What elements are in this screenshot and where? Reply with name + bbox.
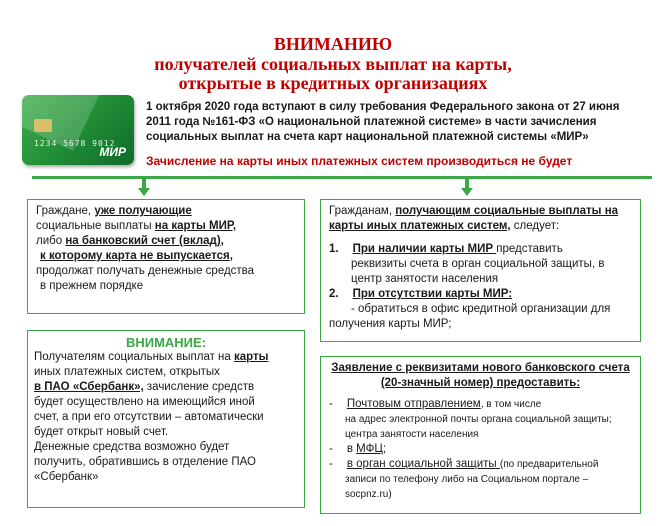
intro-paragraph: 1 октября 2020 года вступают в силу требования Федерального закона от 27 июня 2011 года №161-ФЗ «О национальной платежной системе» в части зачисления социальных выплат на счета карт национальной платежной системы «МИР» — [146, 101, 620, 143]
box-application-submission: Заявление с реквизитами нового банковского счета (20-значный номер) предоставить: - Почтовым отправлением, в том числе на адрес электронной почты органа социальной защиты; центра занятости населения - в МФЦ; - в орган социальной защиты (по предварительной записи по телефону либо на Социальном портале – socpnz.ru) — [320, 356, 641, 514]
divider-line — [32, 176, 652, 179]
attention-title: ВНИМАНИЕ: — [125, 335, 207, 350]
mir-logo: МИР — [99, 145, 126, 159]
card-chip-icon — [34, 119, 52, 132]
arrow-down-left-icon — [137, 179, 151, 197]
headline-subtitle-2: открытые в кредитных организациях — [178, 73, 488, 93]
card-number: 1234 5678 9012 — [34, 139, 116, 148]
warning-line: Зачисление на карты иных платежных систем производиться не будет — [146, 154, 573, 168]
box-other-card-recipients: Гражданам, получающим социальные выплаты на карты иных платежных систем, следует: 1. При наличии карты МИР представить реквизиты счета в орган социальной защиты, в центр занятости населения 2. При отсутствии карты МИР: - обратиться в офис кредитной организации для получения карты МИР; — [320, 199, 641, 342]
headline-attention: ВНИМАНИЮ — [273, 34, 393, 54]
headline-subtitle-1: получателей социальных выплат на карты, — [154, 54, 512, 74]
bank-card-image — [22, 95, 134, 165]
box-current-recipients: Граждане, уже получающие социальные выплаты на карты МИР, либо на банковский счет (вклад), к которому карта не выпускается, продолжат получать денежные средства в прежнем порядке — [27, 199, 305, 314]
arrow-down-right-icon — [460, 179, 474, 197]
box-attention-sberbank: ВНИМАНИЕ: Получателям социальных выплат на карты иных платежных систем, открытых в ПАО «Сбербанк», зачисление средств будет осуществлено на имеющийся иной счет, а при его отсутствии – автоматически будет открыт новый счет. Денежные средства возможно будет получить, обратившись в отделение ПАО «Сбербанк» — [27, 330, 305, 508]
